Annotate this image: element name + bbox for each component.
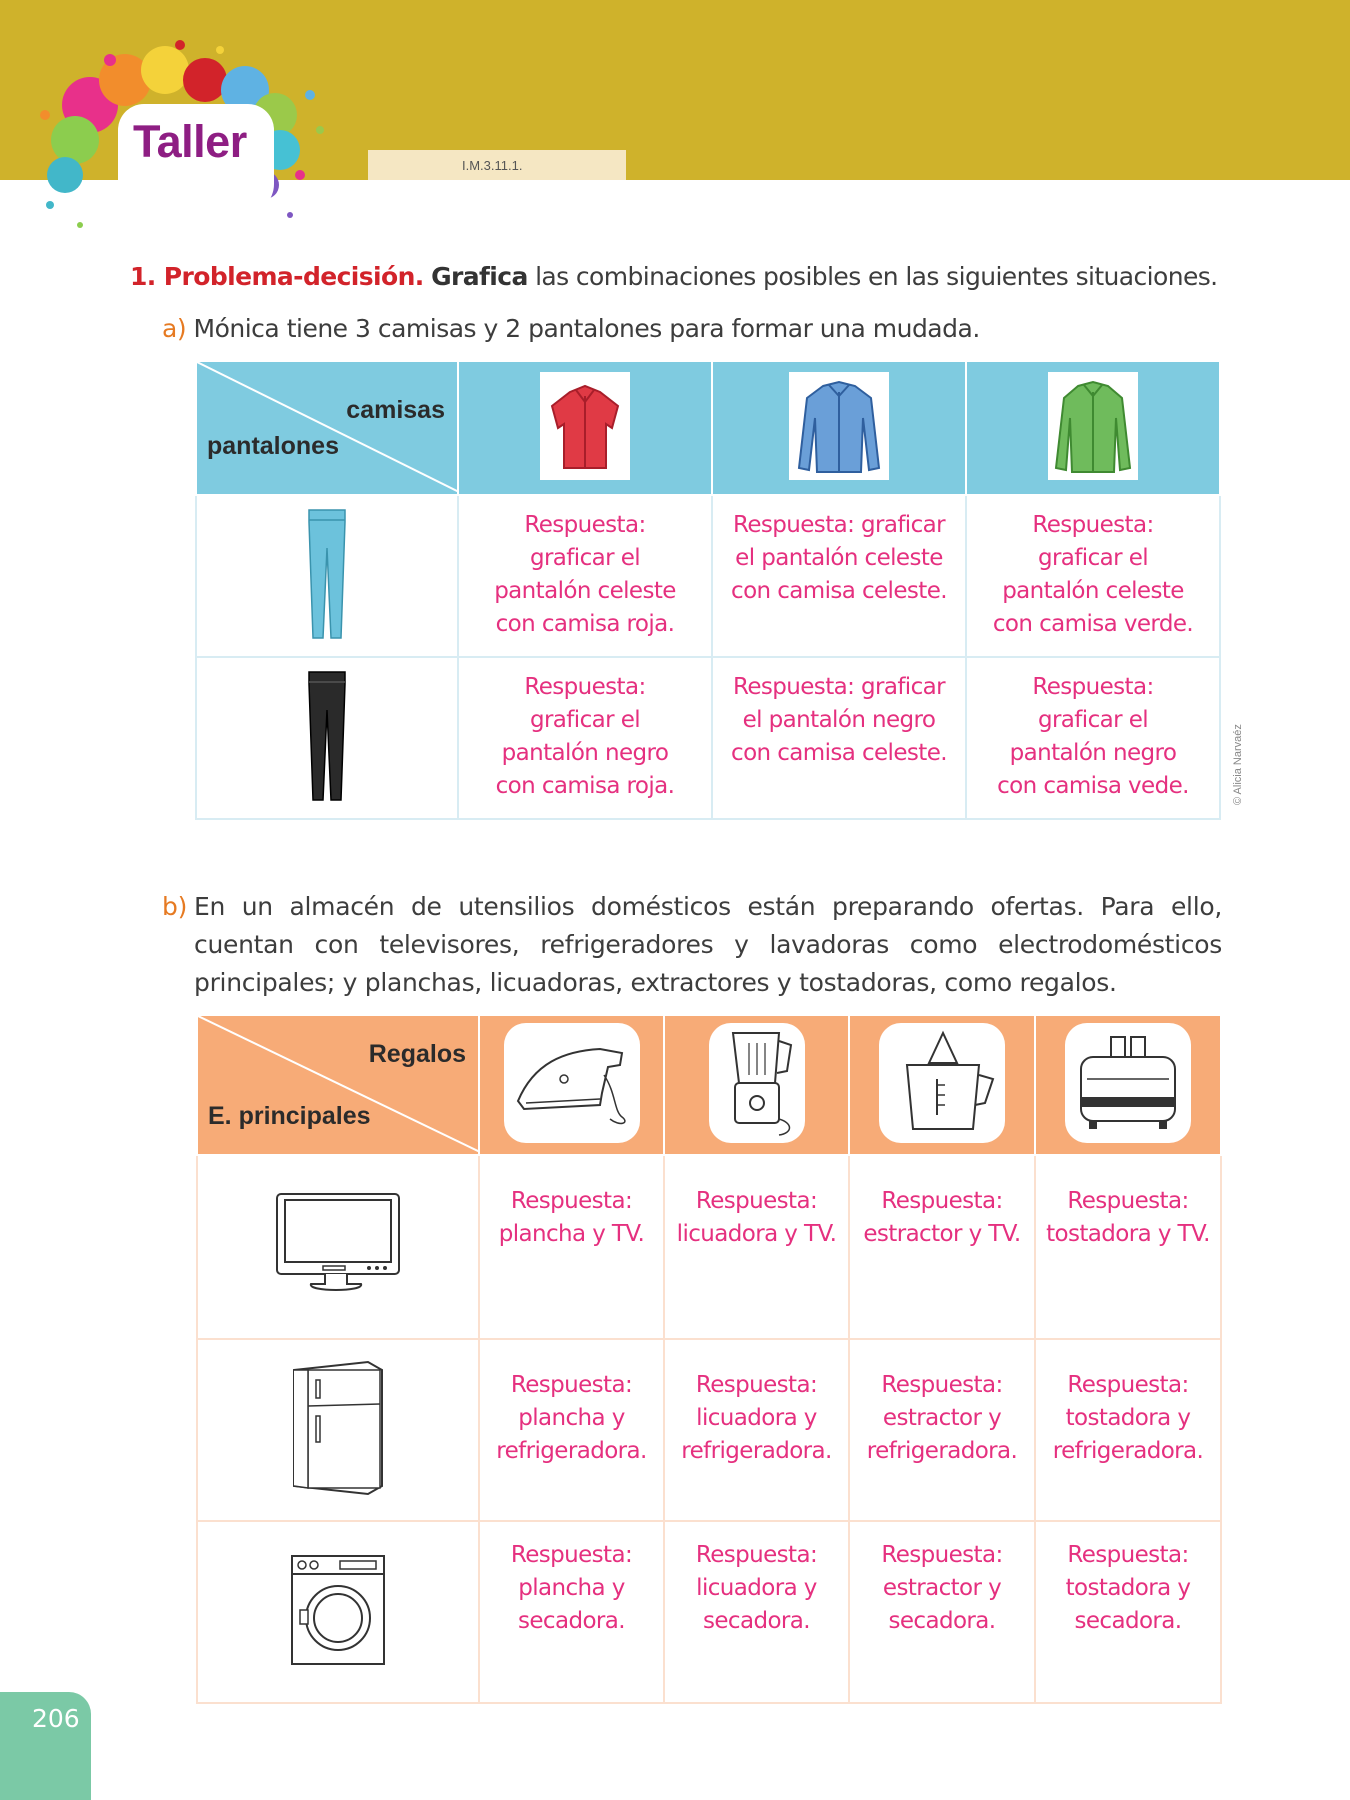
table-a-col-header	[458, 361, 712, 495]
red-shirt-icon	[540, 372, 630, 480]
table-b-col-header	[1035, 1015, 1221, 1155]
answer-text: Respuesta: estractor y refrigeradora.	[866, 1372, 1018, 1464]
section-title: Taller	[133, 116, 247, 167]
table-cell	[664, 1339, 849, 1521]
answer-text: Respuesta: graficar el pantalón celeste con camisa roja.	[494, 512, 676, 637]
question-number: 1. Problema-decisión.	[130, 262, 424, 291]
toaster-icon	[1065, 1023, 1191, 1143]
table-cell	[664, 1521, 849, 1703]
iron-icon	[504, 1023, 640, 1143]
table-cell	[849, 1155, 1035, 1339]
table-b-corner-cell	[197, 1015, 479, 1155]
table-cell	[479, 1521, 664, 1703]
answer-text: Respuesta: licuadora y TV.	[676, 1188, 837, 1247]
answer-text: Respuesta: licuadora y refrigeradora.	[681, 1372, 832, 1464]
part-a-text: Mónica tiene 3 camisas y 2 pantalones para formar una mudada.	[193, 314, 980, 343]
table-cell	[849, 1521, 1035, 1703]
appliance-combination-table	[196, 1014, 1222, 1704]
page-number: 206	[32, 1704, 80, 1733]
answer-text: Respuesta: licuadora y secadora.	[695, 1542, 818, 1634]
table-cell	[712, 657, 966, 819]
answer-text: Respuesta: graficar el pantalón negro con camisa vede.	[997, 674, 1189, 799]
table-a-row-header	[196, 495, 458, 657]
fridge-icon	[290, 1358, 386, 1498]
part-a-statement	[162, 314, 980, 343]
answer-text: Respuesta: tostadora y refrigeradora.	[1052, 1372, 1204, 1464]
answer-text: Respuesta: plancha y secadora.	[510, 1542, 633, 1634]
part-b-text: En un almacén de utensilios domésticos están preparando ofertas. Para ello, cuentan con televisores, refrigeradores y lavadoras como electrodomésticos principales; y planchas, licuadoras, extractores y tostadoras, como regalos.	[194, 892, 1222, 997]
answer-text: Respuesta: graficar el pantalón celeste con camisa verde.	[992, 512, 1194, 637]
table-b-col-header	[664, 1015, 849, 1155]
table-cell	[458, 657, 712, 819]
answer-text: Respuesta: tostadora y secadora.	[1065, 1542, 1191, 1634]
table-cell	[458, 495, 712, 657]
table-b-row-header	[197, 1521, 479, 1703]
answer-text: Respuesta: graficar el pantalón negro con camisa celeste.	[731, 674, 947, 766]
answer-text: Respuesta: graficar el pantalón celeste con camisa celeste.	[731, 512, 947, 604]
table-a-col-header	[712, 361, 966, 495]
black-pants-icon	[305, 670, 349, 802]
corner-label-shirts: camisas	[346, 396, 445, 424]
answer-text: Respuesta: plancha y TV.	[498, 1188, 645, 1247]
table-b-col-header	[849, 1015, 1035, 1155]
table-cell	[966, 657, 1220, 819]
answer-text: Respuesta: plancha y refrigeradora.	[496, 1372, 647, 1464]
table-b-row-header	[197, 1339, 479, 1521]
corner-label-gifts: Regalos	[368, 1040, 466, 1068]
part-b-letter: b)	[162, 892, 188, 921]
question-text: las combinaciones posibles en las siguientes situaciones.	[527, 262, 1218, 291]
tv-icon	[273, 1190, 403, 1300]
question-statement	[130, 262, 1218, 291]
copyright-note: © Alicia Narvaéz	[1232, 724, 1244, 805]
table-b-row-header	[197, 1155, 479, 1339]
part-a-letter: a)	[162, 314, 187, 343]
green-shirt-icon	[1048, 372, 1138, 480]
indicator-code: I.M.3.11.1.	[368, 150, 626, 180]
corner-label-pants: pantalones	[207, 432, 339, 460]
table-a-row-header	[196, 657, 458, 819]
table-cell	[479, 1339, 664, 1521]
table-cell	[849, 1339, 1035, 1521]
washer-icon	[288, 1552, 388, 1668]
table-cell	[664, 1155, 849, 1339]
table-cell	[712, 495, 966, 657]
table-cell	[479, 1155, 664, 1339]
answer-text: Respuesta: tostadora y TV.	[1046, 1188, 1210, 1247]
clothes-combination-table	[195, 360, 1221, 820]
part-b-statement	[162, 888, 1222, 1002]
juicer-icon	[879, 1023, 1005, 1143]
answer-text: Respuesta: graficar el pantalón negro con camisa roja.	[495, 674, 675, 799]
question-verb: Grafica	[431, 262, 528, 291]
table-cell	[1035, 1155, 1221, 1339]
table-cell	[1035, 1339, 1221, 1521]
table-a-col-header	[966, 361, 1220, 495]
corner-label-appliances: E. principales	[208, 1102, 371, 1130]
table-cell	[966, 495, 1220, 657]
answer-text: Respuesta: estractor y TV.	[863, 1188, 1021, 1247]
blue-shirt-icon	[789, 372, 889, 480]
table-b-col-header	[479, 1015, 664, 1155]
answer-text: Respuesta: estractor y secadora.	[881, 1542, 1003, 1634]
page-number-tab	[0, 1692, 91, 1800]
light-blue-pants-icon	[305, 508, 349, 640]
table-cell	[1035, 1521, 1221, 1703]
blender-icon	[709, 1023, 805, 1143]
table-a-corner-cell	[196, 361, 458, 495]
